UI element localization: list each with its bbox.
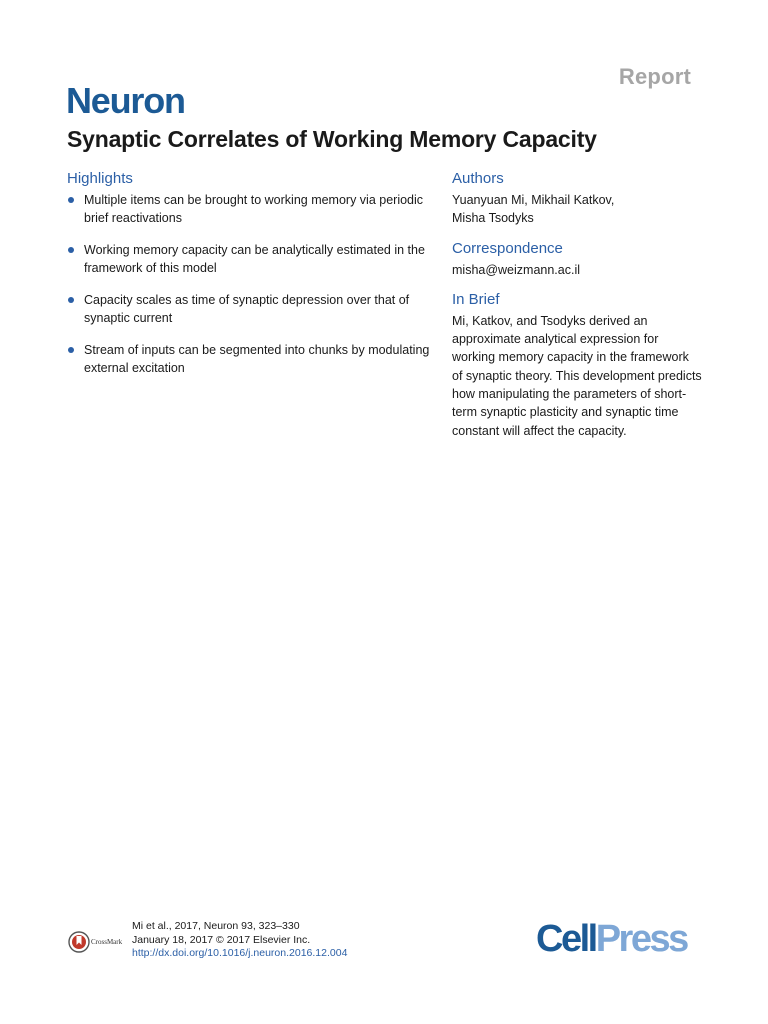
crossmark-label: CrossMark [91, 938, 123, 946]
authors-line-1: Yuanyuan Mi, Mikhail Katkov, [452, 193, 615, 207]
bullet-icon [68, 297, 74, 303]
report-label: Report [618, 64, 691, 89]
bullet-icon [68, 347, 74, 353]
cellpress-logo-press: Press [595, 918, 687, 960]
in-brief-text: Mi, Katkov, and Tsodyks derived an approximate analytical expression for working memory capacity in the framework of synaptic theory. This development predicts how manipulating the parameters of short-term synaptic plasticity and synaptic time constant will affect the capacity. [452, 313, 702, 438]
authors-section [452, 170, 702, 228]
article-title: Synaptic Correlates of Working Memory Capacity [67, 126, 597, 152]
cellpress-logo [536, 918, 687, 961]
crossmark-badge[interactable] [68, 931, 122, 953]
highlights-section [67, 170, 442, 391]
authors-line-2: Misha Tsodyks [452, 211, 534, 226]
highlight-text: Working memory capacity can be analytically estimated in the framework of this model [84, 243, 425, 275]
citation-block [132, 920, 347, 961]
sidebar-info [452, 170, 702, 452]
authors-heading: Authors [452, 170, 504, 187]
citation-line: Mi et al., 2017, Neuron 93, 323–330 [132, 920, 300, 932]
highlight-text: Capacity scales as time of synaptic depression over that of synaptic current [84, 293, 410, 325]
highlight-text: Multiple items can be brought to working memory via periodic brief reactivations [84, 193, 424, 225]
highlight-item [67, 241, 442, 277]
highlight-text: Stream of inputs can be segmented into chunks by modulating external excitation [84, 343, 430, 375]
date-copyright-line: January 18, 2017 © 2017 Elsevier Inc. [132, 933, 311, 946]
journal-name: Neuron [66, 80, 185, 121]
authors-list [452, 191, 702, 228]
bullet-icon [68, 247, 74, 253]
highlights-list [67, 191, 442, 377]
highlights-heading: Highlights [67, 170, 133, 187]
bullet-icon [68, 197, 74, 203]
doi-link[interactable]: http://dx.doi.org/10.1016/j.neuron.2016.12.004 [132, 947, 348, 959]
highlight-item [67, 191, 442, 227]
correspondence-email[interactable]: misha@weizmann.ac.il [452, 262, 581, 277]
correspondence-heading: Correspondence [452, 239, 563, 257]
in-brief-section [452, 291, 702, 440]
highlight-item [67, 341, 442, 377]
cellpress-logo-cell: Cell [536, 918, 596, 960]
crossmark-icon [68, 931, 90, 953]
correspondence-section [452, 240, 702, 279]
highlight-item [67, 291, 442, 327]
in-brief-heading: In Brief [452, 290, 500, 308]
